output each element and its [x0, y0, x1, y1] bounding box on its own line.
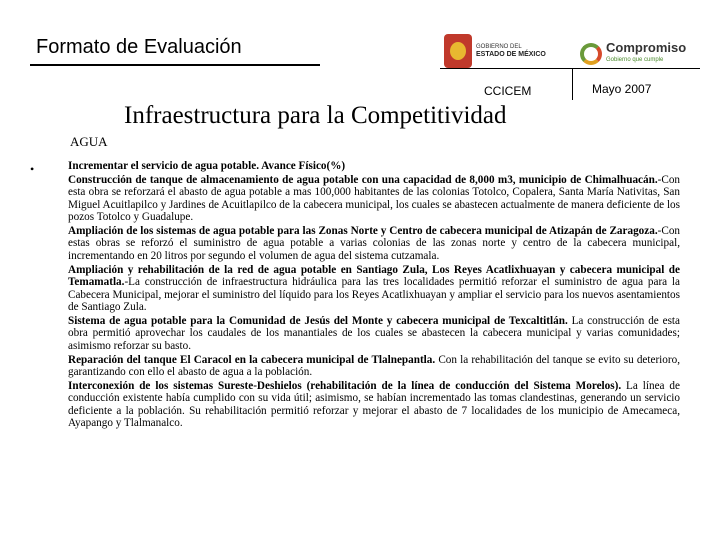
org-label: CCICEM [484, 84, 532, 98]
list-item: Construcción de tanque de almacenamiento de agua potable con una capacidad de 8,000 m3, municipio de Chimalhuacán.-Con esta obra se reforzará el abasto de agua potable a mas 100,000 habitantes de las colonias Totolco, Copalera, Santa María Nativitas, San Miguel Acuitlapilco y Jardines de Acuitlapilco de la cabecera municipal, los cuales se abastecen actualmente de manera deficiente de los pozos Totolco y Guadalupe. [68, 173, 680, 224]
state-seal-icon [444, 34, 472, 68]
page-title: Formato de Evaluación [36, 36, 242, 58]
main-title: Infraestructura para la Competitividad [124, 102, 507, 129]
date-label: Mayo 2007 [592, 82, 652, 96]
header-divider-horizontal [440, 68, 700, 69]
list-item: Ampliación de los sistemas de agua potable para las Zonas Norte y Centro de cabecera municipal de Atizapán de Zaragoza.-Con estas obras se reforzó el suministro de agua potable a varias colonias de las zonas norte y centro de la cabecera municipal, incrementando en 20 litros por segundo el volumen de agua del sistema cutzamala. [68, 225, 680, 262]
header-divider-vertical [572, 68, 573, 100]
list-item: Interconexión de los sistemas Sureste-Deshielos (rehabilitación de la línea de conducción del Sistema Morelos). La línea de conducción existente había cumplido con su vida útil; asimismo, se habían incrementado las tomas clandestinas, generando un servicio deficiente a la población. Su rehabilitación permitió reforzar y mejorar el abasto de 7 localidades de los municipio de Amecameca, Ayapango y Tlalmanalco. [68, 379, 680, 430]
gov-logo-line1: GOBIERNO DEL [476, 44, 522, 50]
gov-logo [444, 34, 546, 68]
content-body [68, 160, 680, 431]
compromiso-tagline: Gobierno que cumple [606, 57, 664, 63]
bullet-icon: • [30, 162, 35, 176]
compromiso-logo [580, 42, 686, 66]
compromiso-name: Compromiso [606, 40, 687, 55]
list-item: Sistema de agua potable para la Comunidad de Jesús del Monte y cabecera municipal de Texcaltitlán. La construcción de esta obra permitió aprovechar los caudales de los manantiales de los cuales se abastecen la cabecera municipal y varias comunidades; asimismo reforzar su basto. [68, 314, 680, 352]
gov-logo-line2: ESTADO DE MÉXICO [476, 51, 546, 58]
list-item: Ampliación y rehabilitación de la red de agua potable en Santiago Zula, Los Reyes Acatlixhuayan y cabecera municipal de Temamatla.-La construcción de infraestructura hidráulica para las tres localidades permitió reforzar el suministro de agua para la Cabecera Municipal, mejorar el suministro del líquido para los Reyes Acatlixhuayan y ampliar el servicio para los nuevos asentamientos de Santiago Zula. [68, 263, 680, 313]
list-item: Incrementar el servicio de agua potable. Avance Físico(%) [68, 160, 346, 172]
title-underline [30, 64, 320, 66]
list-item: Reparación del tanque El Caracol en la cabecera municipal de Tlalnepantla. Con la rehabilitación del tanque se evito su deterioro, garantizando con ello el abasto de agua a la población. [68, 353, 680, 378]
compromiso-ring-icon [580, 43, 602, 65]
section-label: AGUA [70, 134, 108, 149]
